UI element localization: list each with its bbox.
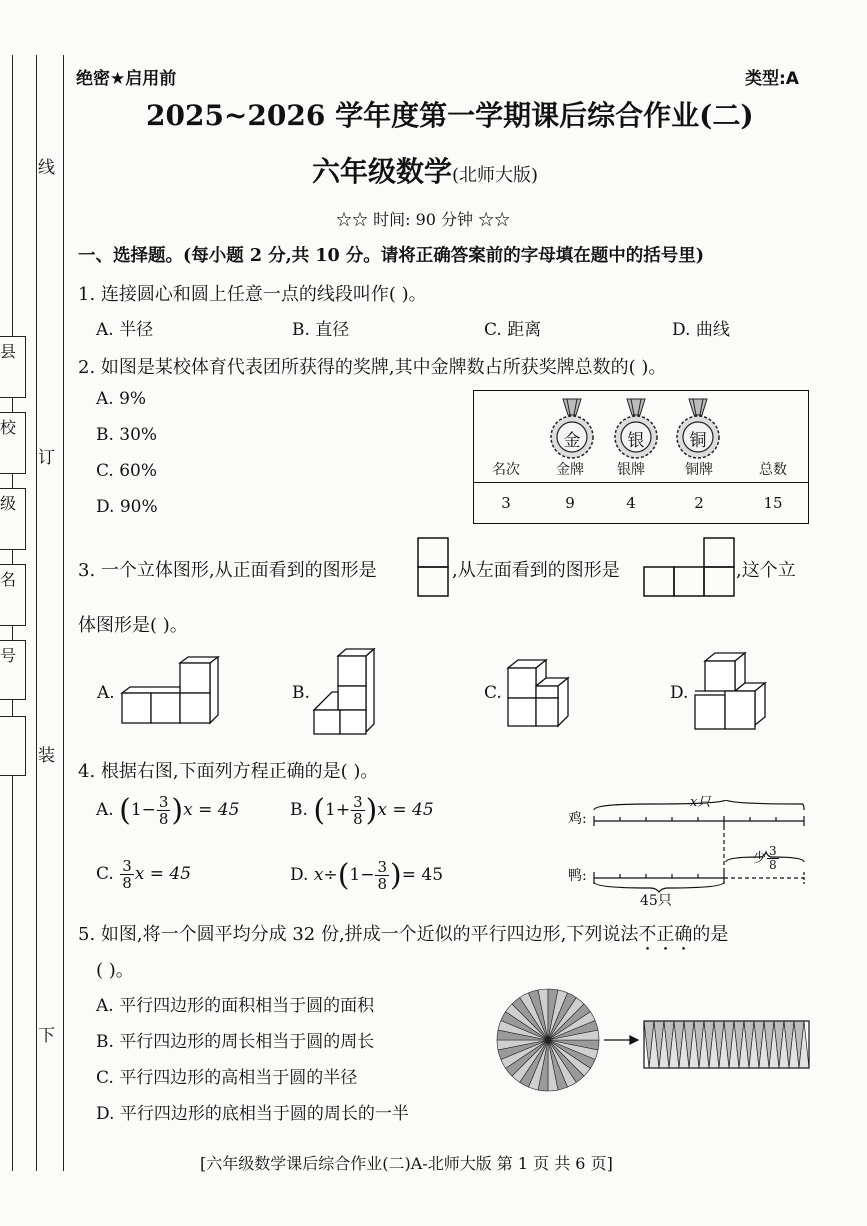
fraction-denominator: 8 [122,874,132,892]
q3-figure-c [504,658,574,730]
fraction-denominator: 8 [158,810,169,828]
binding-box [0,640,26,700]
header-bronze: 铜牌 [685,462,713,478]
q4-option-a-pre: 1− [130,800,156,820]
question-3-stem-d: 体图形是( )。 [78,615,188,636]
binding-box [0,336,26,398]
question-3-stem-a: 3. 一个立体图形,从正面看到的图形是 [78,560,377,581]
section-heading: 一、选择题。(每小题 2 分,共 10 分。请将正确答案前的字母填在题中的括号里) [78,246,705,266]
q3-figure-a [118,655,223,730]
q4-option-a-label: A. [96,800,114,820]
q3-option-c[interactable]: C. [484,683,502,703]
binding-line [36,55,37,1171]
q5-option-d[interactable]: D. 平行四边形的底相当于圆的周长的一半 [96,1104,409,1124]
binding-box-label: 县 [0,342,17,361]
q4-option-b-label: B. [290,800,308,820]
silver-char: 银 [627,431,645,451]
q4-option-d-pre: 1− [349,865,375,885]
question-1-stem: 1. 连接圆心和圆上任意一点的线段叫作( )。 [78,284,427,305]
binding-box-label: 名 [0,570,17,589]
fraction-denominator: 8 [769,858,777,872]
q5-option-b[interactable]: B. 平行四边形的周长相当于圆的周长 [96,1032,375,1052]
arrow-icon [604,1036,638,1044]
question-2-stem: 2. 如图是某校体育代表团所获得的奖牌,其中金牌数占所获奖牌总数的( )。 [78,357,667,378]
question-3-stem-c: ,这个立 [736,560,796,581]
q4-option-b-pre: 1+ [325,800,351,820]
q2-option-c[interactable]: C. 60% [96,461,157,481]
page-footer: [六年级数学课后综合作业(二)A-北师大版 第 1 页 共 6 页] [200,1154,613,1173]
binding-box [0,564,26,626]
value-bronze: 2 [694,494,704,512]
q2-option-b[interactable]: B. 30% [96,425,158,445]
question-5-stem-a: 5. 如图,将一个圆平均分成 32 份,拼成一个近似的平行四边形,下列说法 [78,924,639,945]
q4-option-d-label: D. [290,865,309,885]
q3-figure-d [693,651,773,733]
q1-option-a[interactable]: A. 半径 [96,320,154,340]
value-silver: 4 [626,494,636,512]
line-segment-diagram [590,800,810,895]
q4-option-c[interactable] [96,858,191,891]
circle-to-parallelogram-figure [494,986,810,1096]
header-gold: 金牌 [556,462,584,478]
duck-count-label: 45只 [640,893,672,909]
approximate-parallelogram [644,1021,809,1068]
q1-option-c[interactable]: C. 距离 [484,320,542,340]
q1-option-d[interactable]: D. 曲线 [672,320,730,340]
binding-char-line: 线 [38,150,55,181]
secret-label: 绝密★启用前 [76,69,177,89]
subject-title: 六年级数学 [312,155,453,188]
left-view-icon [643,537,735,597]
binding-char-down: 下 [38,1018,55,1049]
binding-box-label: 级 [0,494,17,513]
less-text: 少 [753,851,767,866]
q4-option-d-prefix: x÷ [313,865,338,885]
divided-circle [497,989,599,1091]
fraction-denominator: 8 [377,875,388,893]
q3-option-b[interactable]: B. [292,683,310,703]
q2-option-a[interactable]: A. 9% [96,389,147,409]
fraction-numerator: 3 [158,793,169,811]
question-5-emphasis: 不正确 [638,924,693,945]
fraction-numerator: 3 [353,793,363,811]
q4-option-d-post: = 45 [401,865,444,885]
chicken-label: 鸡: [568,811,587,827]
question-5-stem [78,920,728,955]
binding-char-bind: 装 [38,738,55,769]
value-total: 15 [763,494,783,512]
binding-box [0,716,26,776]
value-rank: 3 [501,494,511,512]
page-title: 2025~2026 学年度第一学期课后综合作业(二) [146,99,754,132]
medal-table [473,390,809,524]
q4-option-c-label: C. [96,864,114,884]
medal-table-values [474,494,808,512]
q2-option-d[interactable]: D. 90% [96,497,158,517]
subject-line [312,150,538,190]
binding-box [0,412,26,474]
fraction-numerator: 3 [377,858,388,876]
duck-label: 鸭: [568,868,587,884]
front-view-icon [417,537,449,597]
binding-box-label: 校 [0,418,17,437]
table-divider [474,482,808,483]
q4-option-d[interactable]: D. x÷(1− $\frac{3}{8}$ )= 45 [290,858,444,893]
binding-line [63,55,64,1171]
q3-option-d[interactable]: D. [670,683,689,703]
bronze-char: 铜 [689,431,707,451]
time-label: ☆☆ 时间: 90 分钟 ☆☆ [336,210,511,229]
question-3-stem-b: ,从左面看到的图形是 [452,560,620,581]
q5-option-a[interactable]: A. 平行四边形的面积相当于圆的面积 [96,996,375,1016]
q4-option-b[interactable]: B. (1+ $\frac{3}{8}$ )x = 45 [290,793,434,828]
type-label: 类型:A [745,69,799,89]
q1-option-b[interactable]: B. 直径 [292,320,350,340]
q5-option-c[interactable]: C. 平行四边形的高相当于圆的半径 [96,1068,358,1088]
gold-char: 金 [563,431,581,451]
q4-option-b-post: x = 45 [377,800,434,820]
fraction-numerator: 3 [122,857,132,875]
edition-label: (北师大版) [452,165,539,186]
binding-box-label: 号 [0,646,17,665]
header-rank: 名次 [492,462,520,478]
question-5-stem-b: 的是 [692,924,729,945]
q4-option-c-post: x = 45 [134,864,192,884]
x-count-label: x只 [690,795,711,810]
q3-option-a[interactable]: A. [97,683,115,703]
fraction-denominator: 8 [353,810,363,828]
binding-char-order: 订 [38,440,55,471]
header-total: 总数 [759,462,787,478]
q3-figure-b [312,648,382,740]
question-5-stem-c: ( )。 [96,960,134,981]
q4-option-a-post: x = 45 [183,800,240,820]
question-4-stem: 4. 根据右图,下面列方程正确的是( )。 [78,761,379,782]
binding-box [0,488,26,550]
medal-table-headers [474,459,808,479]
value-gold: 9 [565,494,575,512]
q4-option-a[interactable]: A. (1− $\frac{3}{8}$ )x = 45 [96,793,240,828]
header-silver: 银牌 [617,462,645,478]
fraction-numerator: 3 [769,844,777,858]
